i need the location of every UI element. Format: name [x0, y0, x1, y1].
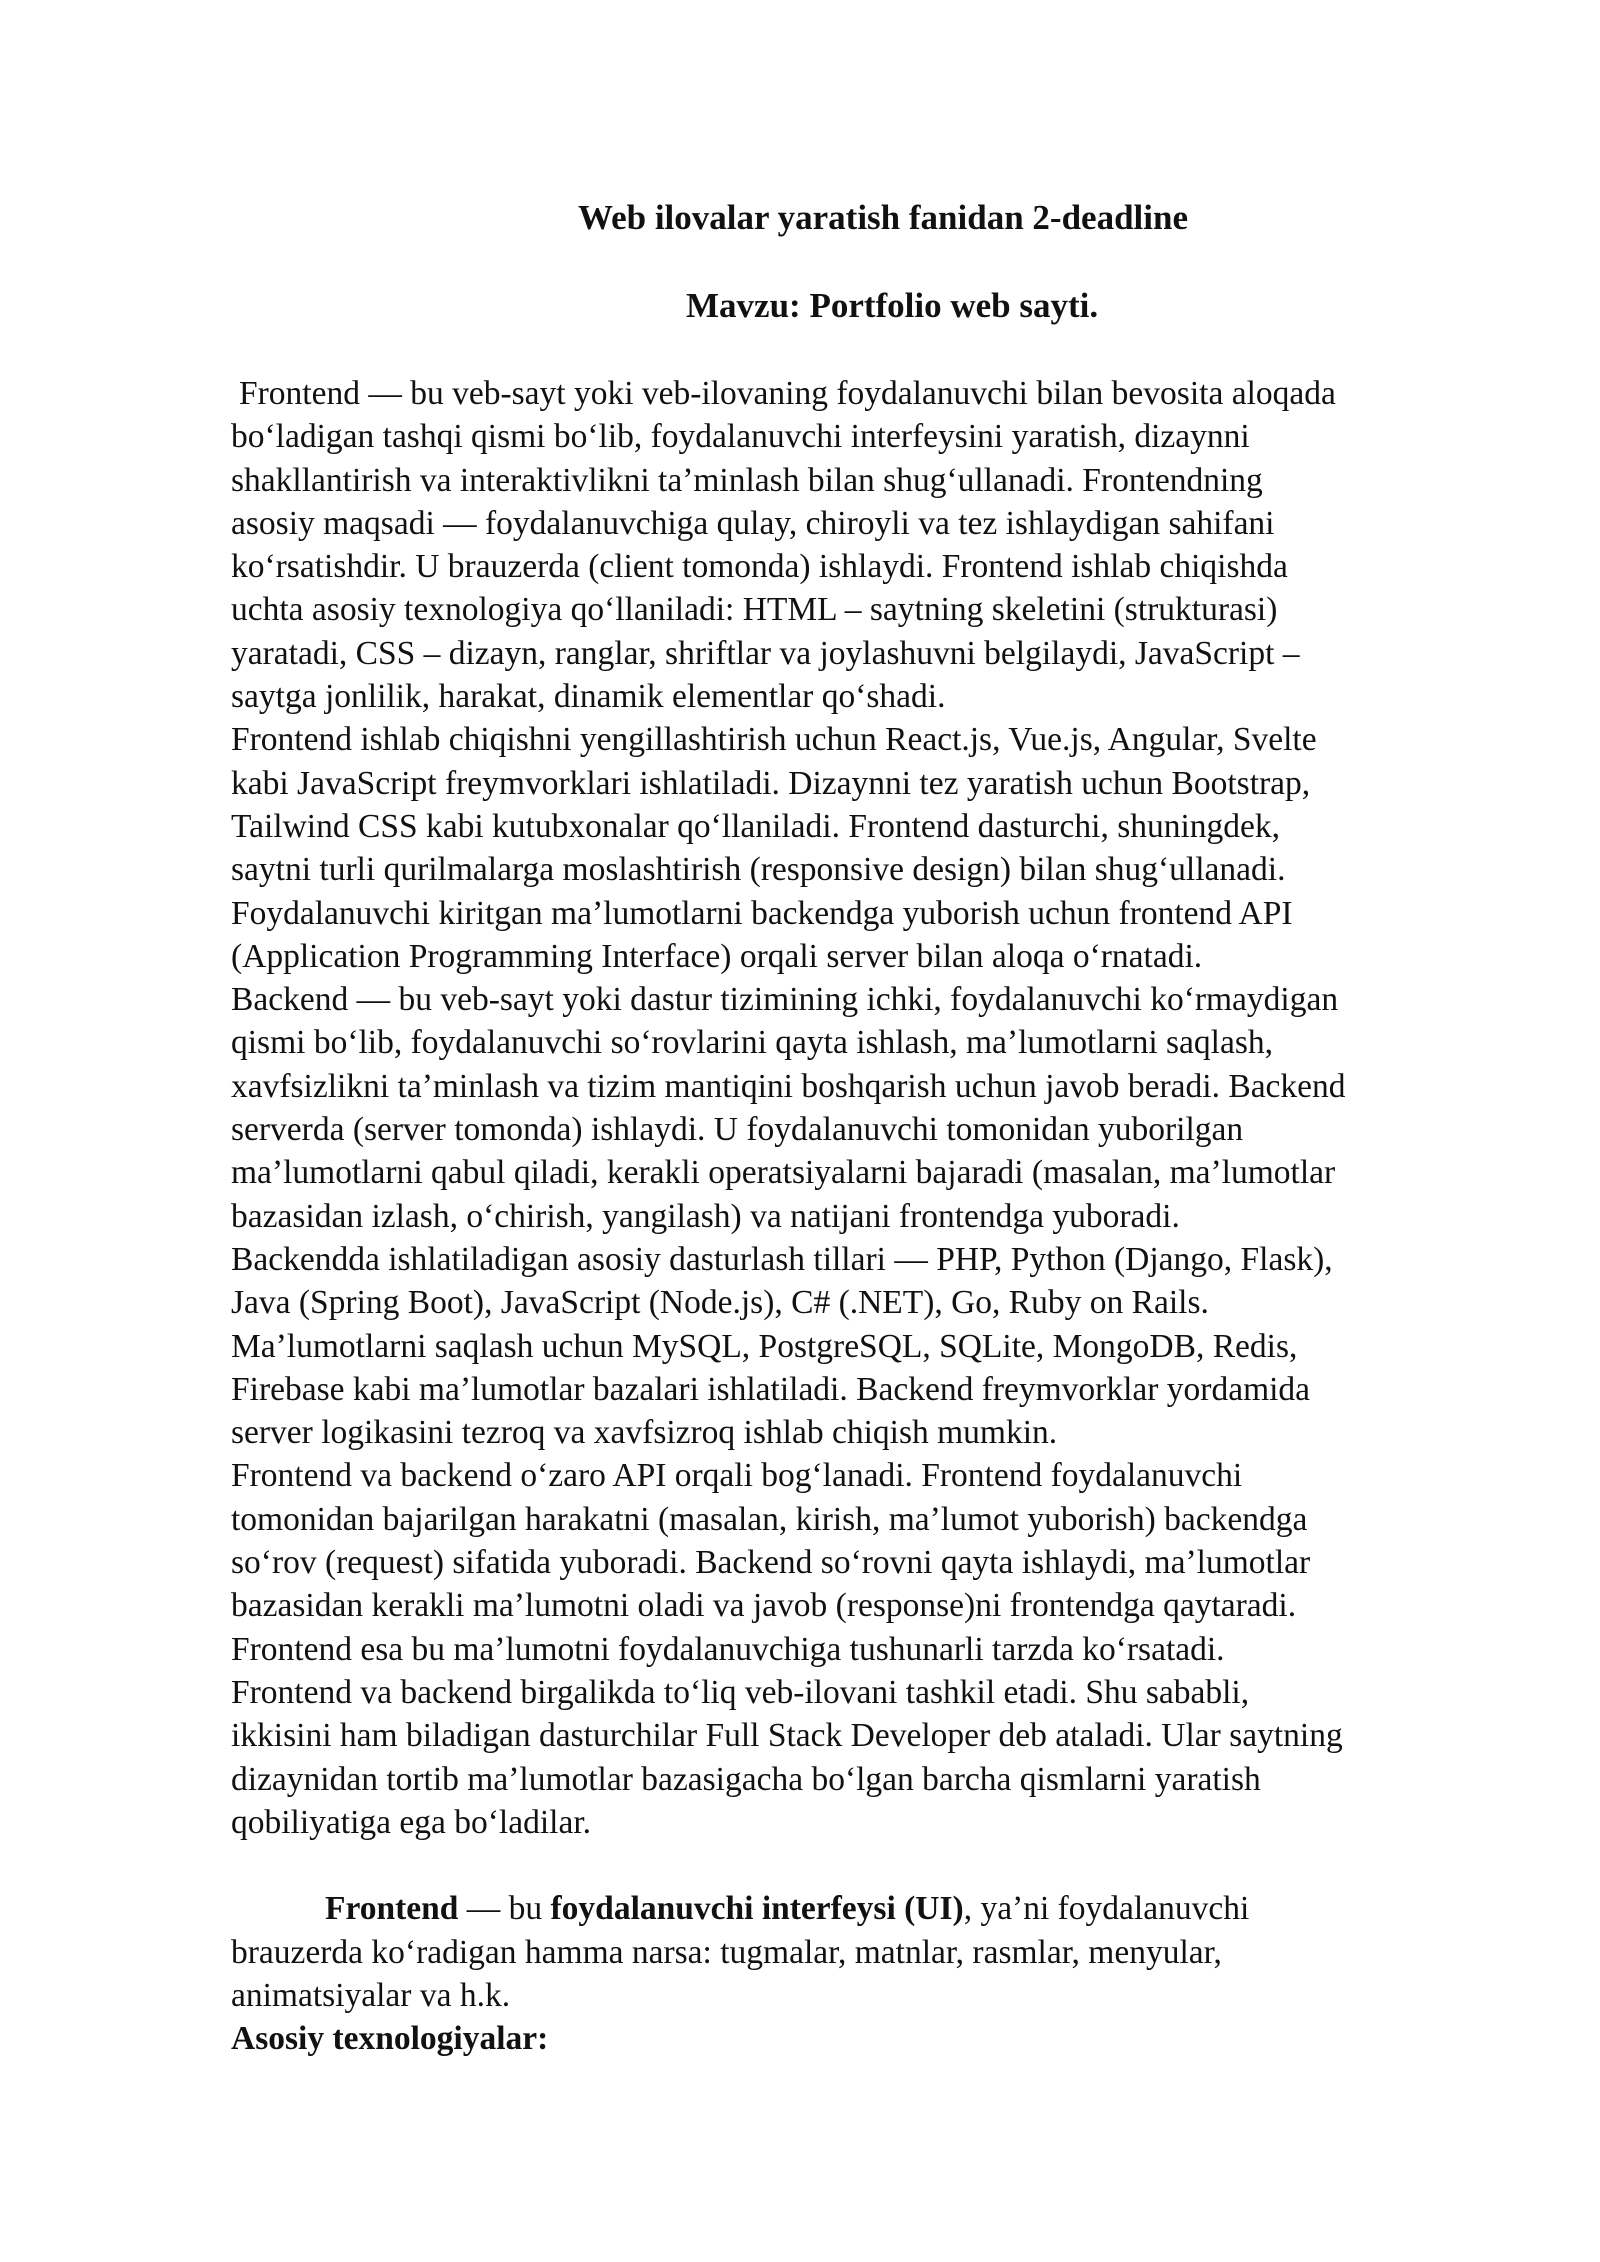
paragraph-line: (Application Programming Interface) orqali server bilan aloqa oʻrnatadi. — [231, 937, 1203, 975]
paragraph-line: shakllantirish va interaktivlikni taʼminlash bilan shugʻullanadi. Frontendning — [231, 461, 1263, 499]
paragraph-line: Maʼlumotlarni saqlash uchun MySQL, PostgreSQL, SQLite, MongoDB, Redis, — [231, 1327, 1298, 1365]
paragraph-line: server logikasini tezroq va xavfsizroq ishlab chiqish mumkin. — [231, 1414, 1058, 1452]
definition-rest: , yaʼni foydalanuvchi — [963, 1890, 1250, 1928]
paragraph-spacer — [231, 1844, 1551, 1887]
paragraph-line: Frontend — bu veb-sayt yoki veb-ilovaning foydalanuvchi bilan bevosita aloqada — [239, 375, 1336, 412]
paragraph-line: qismi boʻlib, foydalanuvchi soʻrovlarini qayta ishlash, maʼlumotlarni saqlash, — [231, 1024, 1274, 1062]
paragraph-line: bazasidan izlash, oʻchirish, yangilash) va natijani frontendga yuboradi. — [231, 1197, 1180, 1235]
paragraph-line: Frontend ishlab chiqishni yengillashtirish uchun React.js, Vue.js, Angular, Svelte — [231, 721, 1317, 759]
paragraph-line: Frontend va backend oʻzaro API orqali bogʻlanadi. Frontend foydalanuvchi — [231, 1457, 1243, 1495]
paragraph-line: Tailwind CSS kabi kutubxonalar qoʻllaniladi. Frontend dasturchi, shuningdek, — [231, 807, 1281, 845]
paragraph-line: Backend — bu veb-sayt yoki dastur tizimining ichki, foydalanuvchi koʻrmaydigan — [231, 981, 1339, 1019]
paragraph-line: Frontend va backend birgalikda toʻliq veb-ilovani tashkil etadi. Shu sababli, — [231, 1673, 1250, 1711]
definition-dash: — bu — [458, 1890, 551, 1928]
paragraph-line: tomonidan bajarilgan harakatni (masalan, kirish, maʼlumot yuborish) backendga — [231, 1500, 1308, 1538]
paragraph-line: koʻrsatishdir. U brauzerda (client tomonda) ishlaydi. Frontend ishlab chiqishda — [231, 548, 1288, 586]
paragraph-line: yaratadi, CSS – dizayn, ranglar, shriftlar va joylashuvni belgilaydi, JavaScript – — [231, 634, 1300, 672]
paragraph-line: bazasidan kerakli maʼlumotni oladi va javob (response)ni frontendga qaytaradi. — [231, 1587, 1297, 1625]
paragraph-line: Firebase kabi maʼlumotlar bazalari ishlatiladi. Backend freymvorklar yordamida — [231, 1370, 1311, 1408]
paragraph-line: dizaynidan tortib maʼlumotlar bazasigacha boʻlgan barcha qismlarni yaratish — [231, 1760, 1261, 1798]
paragraph-line: Foydalanuvchi kiritgan maʼlumotlarni backendga yuborish uchun frontend API — [231, 894, 1293, 932]
definition-line: brauzerda koʻradigan hamma narsa: tugmalar, matnlar, rasmlar, menyular, — [231, 1933, 1222, 1971]
paragraph-line: Java (Spring Boot), JavaScript (Node.js), C# (.NET), Go, Ruby on Rails. — [231, 1284, 1209, 1322]
paragraph-line: kabi JavaScript freymvorklari ishlatiladi. Dizaynni tez yaratish uchun Bootstrap, — [231, 764, 1311, 802]
document-body — [231, 372, 1551, 2061]
definition-line — [231, 1887, 1551, 1930]
paragraph-line: Backendda ishlatiladigan asosiy dasturlash tillari — PHP, Python (Django, Flask), — [231, 1240, 1333, 1278]
paragraph-line: soʻrov (request) sifatida yuboradi. Backend soʻrovni qayta ishlaydi, maʼlumotlar — [231, 1544, 1311, 1582]
paragraph-line: serverda (server tomonda) ishlaydi. U foydalanuvchi tomonidan yuborilgan — [231, 1111, 1244, 1149]
definition-line: animatsiyalar va h.k. — [231, 1976, 511, 2014]
paragraph-line: Frontend esa bu maʼlumotni foydalanuvchiga tushunarli tarzda koʻrsatadi. — [231, 1630, 1225, 1668]
document-title: Web ilovalar yaratish fanidan 2-deadline — [578, 198, 1188, 237]
paragraph-line: uchta asosiy texnologiya qoʻllaniladi: HTML – saytning skeletini (strukturasi) — [231, 591, 1278, 629]
paragraph-line: ikkisini ham biladigan dasturchilar Full Stack Developer deb ataladi. Ular saytning — [231, 1717, 1343, 1755]
section-heading-text: Asosiy texnologiyalar: — [231, 2020, 549, 2058]
paragraph-line: asosiy maqsadi — foydalanuvchiga qulay, chiroyli va tez ishlaydigan sahifani — [231, 504, 1275, 542]
paragraph-line: boʻladigan tashqi qismi boʻlib, foydalanuvchi interfeysini yaratish, dizaynni — [231, 418, 1250, 456]
paragraph-line: xavfsizlikni taʼminlash va tizim mantiqini boshqarish uchun javob beradi. Backend — [231, 1067, 1346, 1105]
paragraph-line: maʼlumotlarni qabul qiladi, kerakli operatsiyalarni bajaradi (masalan, maʼlumotlar — [231, 1154, 1336, 1192]
paragraph-line: qobiliyatiga ega boʻladilar. — [231, 1803, 592, 1841]
definition-ui-term: foydalanuvchi interfeysi (UI) — [550, 1890, 964, 1928]
section-heading — [231, 2017, 1551, 2060]
document-subtitle: Mavzu: Portfolio web sayti. — [686, 286, 1099, 325]
definition-term: Frontend — [325, 1890, 459, 1928]
paragraph-line: saytga jonlilik, harakat, dinamik elementlar qoʻshadi. — [231, 678, 946, 716]
paragraph-line: saytni turli qurilmalarga moslashtirish (responsive design) bilan shugʻullanadi. — [231, 851, 1286, 889]
